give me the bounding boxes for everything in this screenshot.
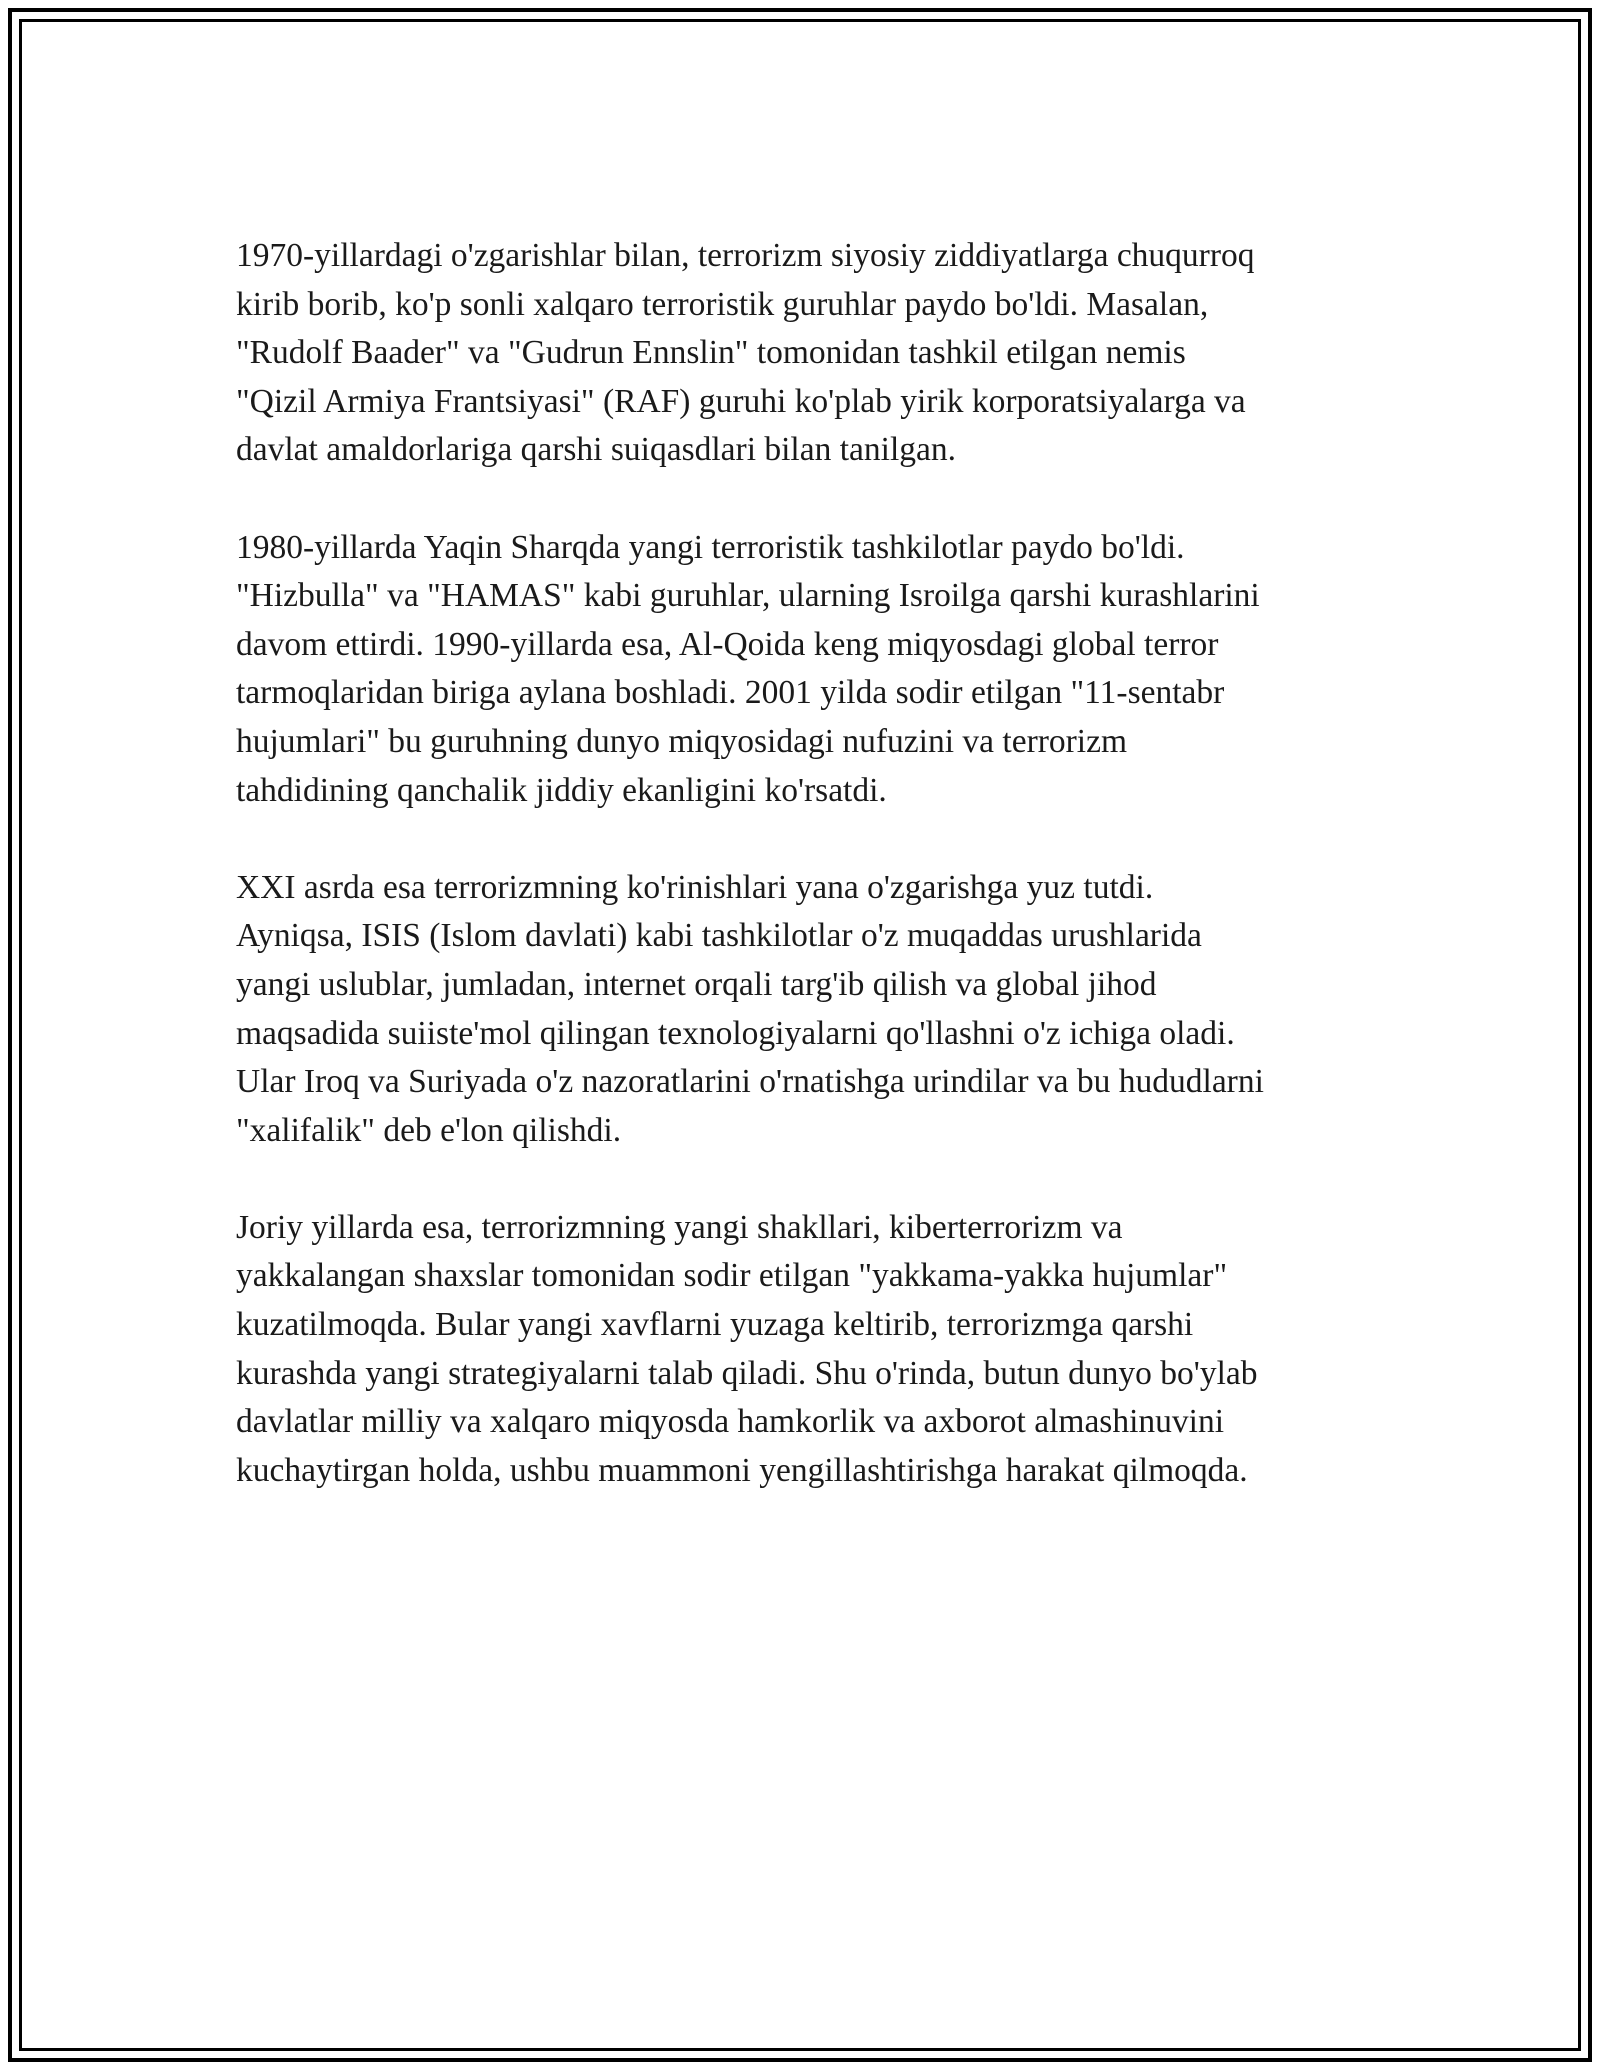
paragraph-21st-century: XXI asrda esa terrorizmning ko'rinishlari yana o'zgarishga yuz tutdi. Ayniqsa, ISIS (Islom davlati) kabi tashkilotlar o'z muqaddas urushlarida yangi uslublar, jumladan, internet orqali targ'ib qilish va global jihod maqsadida suiiste'mol qilingan texnologiyalarni qo'llashni o'z ichiga oladi. Ular Iroq va Suriyada o'z nazoratlarini o'rnatishga urindilar va bu hududlarni "xalifalik" deb e'lon qilishdi.	[236, 868, 1264, 1149]
paragraph-current-years: Joriy yillarda esa, terrorizmning yangi shakllari, kiberterrorizm va yakkalangan shaxslar tomonidan sodir etilgan "yakkama-yakka hujumlar" kuzatilmoqda. Bular yangi xavflarni yuzaga keltirib, terrorizmga qarshi kurashda yangi strategiyalarni talab qiladi. Shu o'rinda, butun dunyo bo'ylab davlatlar milliy va xalqaro miqyosda hamkorlik va axborot almashinuvini kuchaytirgan holda, ushbu muammoni yengillashtirishga harakat qilmoqda.	[236, 1208, 1258, 1489]
paragraph-1970s: 1970-yillardagi o'zgarishlar bilan, terrorizm siyosiy ziddiyatlarga chuqurroq kirib borib, ko'p sonli xalqaro terroristik guruhlar paydo bo'ldi. Masalan, "Rudolf Baader" va "Gudrun Ennslin" tomonidan tashkil etilgan nemis "Qizil Armiya Frantsiyasi" (RAF) guruhi ko'plab yirik korporatsiyalarga va davlat amaldorlariga qarshi suiqasdlari bilan tanilgan.	[236, 237, 1255, 469]
document-body	[236, 232, 1376, 1495]
paragraph-1980s: 1980-yillarda Yaqin Sharqda yangi terroristik tashkilotlar paydo bo'ldi. "Hizbulla" va "HAMAS" kabi guruhlar, ularning Isroilga qarshi kurashlarini davom ettirdi. 1990-yillarda esa, Al-Qoida keng miqyosdagi global terror tarmoqlaridan biriga aylana boshladi. 2001 yilda sodir etilgan "11-sentabr hujumlari" bu guruhning dunyo miqyosidagi nufuzini va terrorizm tahdidining qanchalik jiddiy ekanligini ko'rsatdi.	[236, 528, 1260, 809]
